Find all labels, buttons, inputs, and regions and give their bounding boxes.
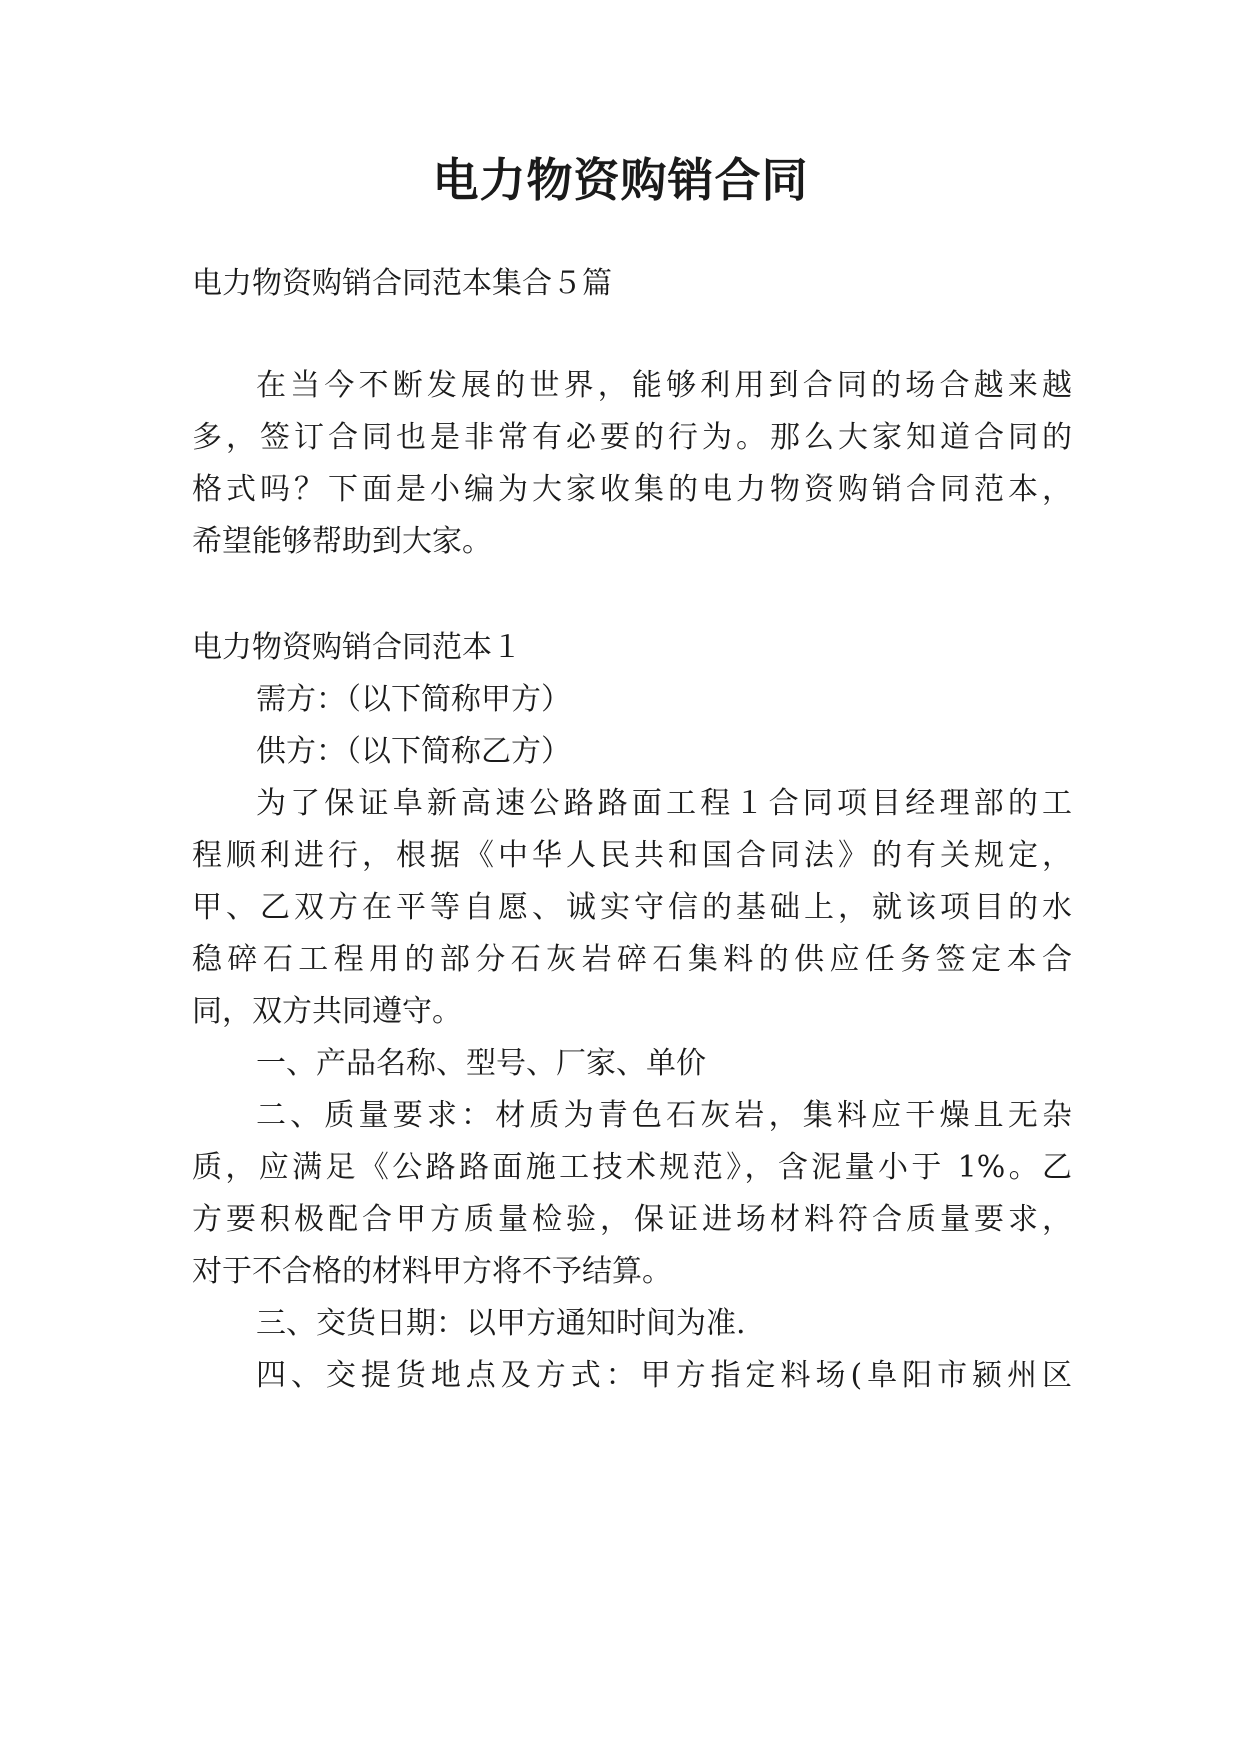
purpose-line-4: 稳碎石工程用的部分石灰岩碎石集料的供应任务签定本合 [192,942,1072,977]
purpose-line-5: 同，双方共同遵守。 [192,994,462,1029]
intro-line-3: 格式吗？下面是小编为大家收集的电力物资购销合同范本， [192,472,1072,507]
document-title: 电力物资购销合同 [432,153,809,207]
purpose-line-2: 程顺利进行，根据《中华人民共和国合同法》的有关规定， [192,838,1072,873]
clause-1: 一、产品名称、型号、厂家、单价 [256,1046,706,1081]
party-supplier: 供方：（以下简称乙方） [256,734,571,769]
document-subtitle: 电力物资购销合同范本集合５篇 [192,266,612,301]
clause-2-line-3: 方要积极配合甲方质量检验，保证进场材料符合质量要求， [192,1202,1072,1237]
party-buyer: 需方：（以下简称甲方） [256,682,571,717]
intro-line-4: 希望能够帮助到大家。 [192,524,492,559]
purpose-line-1: 为了保证阜新高速公路路面工程１合同项目经理部的工 [256,786,1072,821]
clause-3: 三、交货日期：以甲方通知时间为准. [256,1306,746,1341]
clause-2-line-2: 质，应满足《公路路面施工技术规范》，含泥量小于 1%。乙 [192,1150,1072,1185]
purpose-line-3: 甲、乙双方在平等自愿、诚实守信的基础上，就该项目的水 [192,890,1072,925]
clause-2-line-1: 二、质量要求：材质为青色石灰岩，集料应干燥且无杂 [256,1098,1072,1133]
clause-2-line-4: 对于不合格的材料甲方将不予结算。 [192,1254,672,1289]
clause-4-line-1: 四、交提货地点及方式：甲方指定料场(阜阳市颍州区 [256,1358,1072,1393]
intro-line-2: 多，签订合同也是非常有必要的行为。那么大家知道合同的 [192,420,1072,455]
intro-line-1: 在当今不断发展的世界，能够利用到合同的场合越来越 [256,368,1072,403]
section-heading: 电力物资购销合同范本１ [192,630,522,665]
